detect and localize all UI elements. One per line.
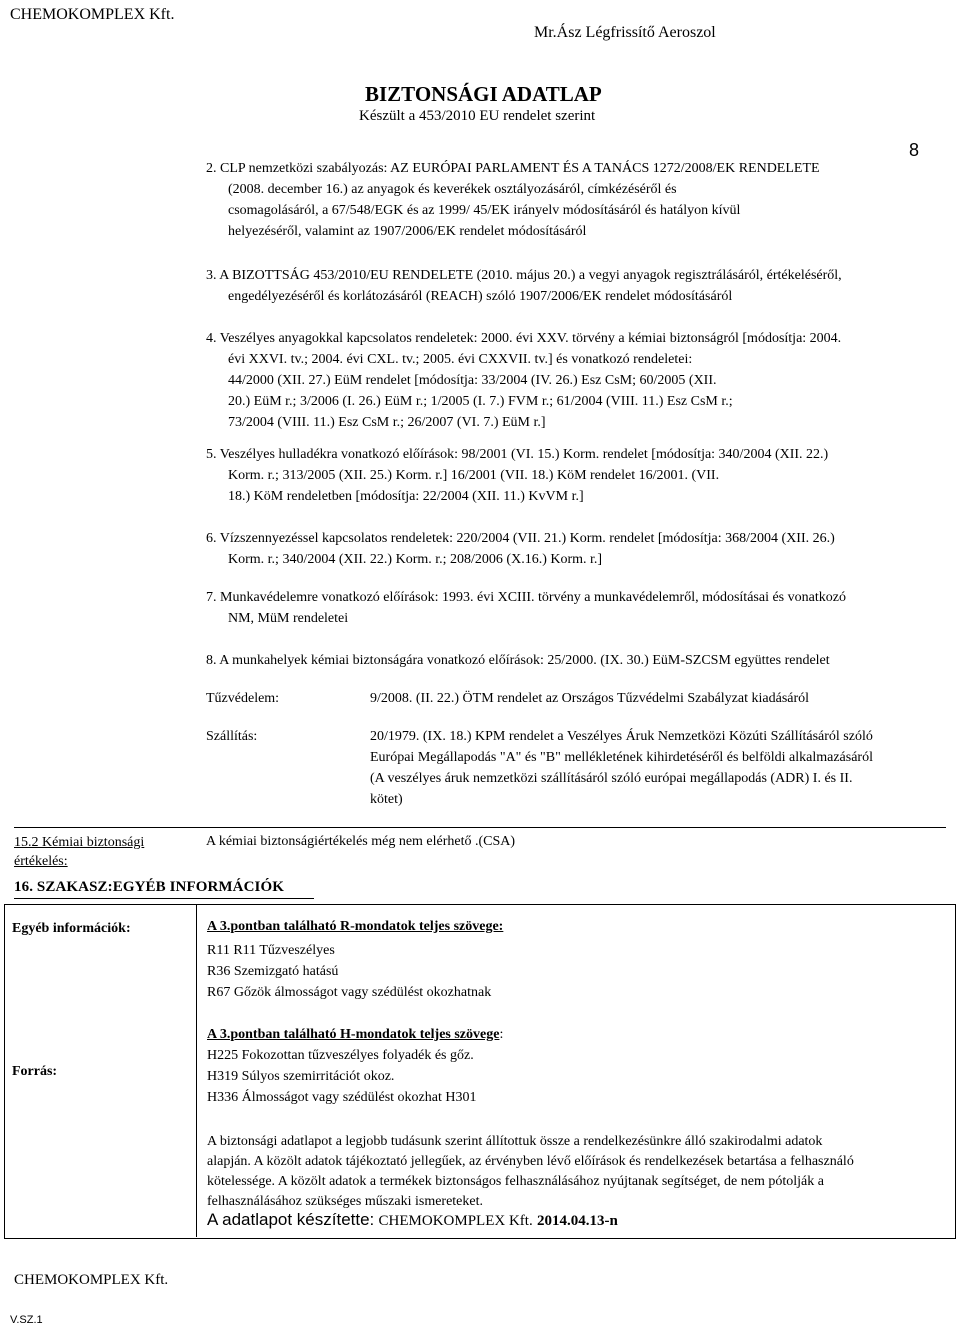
disclaimer-line-2: alapján. A közölt adatok tájékoztató jellegűek, az érvényben lévő előírások és rendelkezések betartása a felhasználó [207,1154,854,1169]
transport-line-1: 20/1979. (IX. 18.) KPM rendelet a Veszélyes Áruk Nemzetközi Közúti Szállításáról szóló [370,729,873,744]
regulation-4-line-4: 20.) EüM r.; 3/2006 (I. 26.) EüM r.; 1/2005 (I. 7.) FVM r.; 61/2004 (VIII. 11.) Esz CsM r.; [228,394,733,409]
h-phrase-h336: H336 Álmosságot vagy szédülést okozhat H301 [207,1090,477,1105]
regulation-item-4 [206,328,946,433]
r-phrases-heading: A 3.pontban található R-mondatok teljes szövege: [207,919,504,934]
header-product: Mr.Ász Légfrissítő Aeroszol [534,24,716,41]
regulation-item-8: 8. A munkahelyek kémiai biztonságára vonatkozó előírások: 25/2000. (IX. 30.) EüM-SZCSM együttes rendelet [206,653,830,668]
transport-line-4: kötet) [370,792,403,807]
regulation-4-line-2: évi XXVI. tv.; 2004. évi CXL. tv.; 2005. évi CXXVII. tv.] és vonatkozó rendeletei: [228,352,693,367]
regulation-5-line-3: 18.) KöM rendeletben [módosítja: 22/2004 (XII. 11.) KvVM r.] [228,489,584,504]
footer-version: V.SZ.1 [10,1314,43,1326]
regulation-5-line-2: Korm. r.; 313/2005 (XII. 25.) Korm. r.] 16/2001 (VII. 18.) KöM rendelet 16/2001. (VII. [228,468,720,483]
section-16-heading: 16. SZAKASZ:EGYÉB INFORMÁCIÓK [14,879,285,895]
regulation-6-line-1: 6. Vízszennyezéssel kapcsolatos rendeletek: 220/2004 (VII. 21.) Korm. rendelet [módosítja: 368/2004 (XII. 26.) [206,531,835,546]
regulation-item-2 [206,158,926,242]
regulation-item-5 [206,444,946,507]
fire-protection-label: Tűzvédelem: [206,691,280,706]
regulation-2-line-3: csomagolásáról, a 67/548/EGK és az 1999/ 45/EK irányelv módosításáról és hatályon kívül [228,203,741,218]
disclaimer [207,1132,947,1212]
regulation-7-line-2: NM, MüM rendeletei [228,611,349,626]
regulation-7-line-1: 7. Munkavédelemre vonatkozó előírások: 1993. évi XCIII. törvény a munkavédelemről, módosításai és vonatkozó [206,590,846,605]
chem-safety-label-line-1: 15.2 Kémiai biztonsági [14,835,145,850]
fire-protection-text: 9/2008. (II. 22.) ÖTM rendelet az Országos Tűzvédelmi Szabályzat kiadásáról [370,691,810,706]
transport-label: Szállítás: [206,729,258,744]
prepared-by-company: CHEMOKOMPLEX Kft. [378,1213,533,1229]
prepared-by-label: A adatlapot készítette: [207,1210,375,1229]
prepared-date: 2014.04.13-n [536,1213,618,1229]
regulation-2-line-1: 2. CLP nemzetközi szabályozás: AZ EURÓPAI PARLAMENT ÉS A TANÁCS 1272/2008/EK RENDELETE [206,161,820,176]
chem-safety-text: A kémiai biztonságiértékelés még nem elérhető .(CSA) [206,834,516,849]
regulation-4-line-3: 44/2000 (XII. 27.) EüM rendelet [módosítja: 33/2004 (IV. 26.) Esz CsM; 60/2005 (XII. [228,373,717,388]
transport-text [370,726,950,810]
prepared-by [207,1208,618,1233]
source-label: Forrás: [12,1064,58,1079]
disclaimer-line-3: kötelessége. A közölt adatok a termékek biztonságos felhasználásához nyújtanak segítséget, de nem pótolják a [207,1174,824,1189]
section-16-underline [14,898,314,899]
header-company: CHEMOKOMPLEX Kft. [10,6,175,23]
regulation-6-line-2: Korm. r.; 340/2004 (XII. 22.) Korm. r.; 208/2006 (X.16.) Korm. r.] [228,552,603,567]
disclaimer-line-1: A biztonsági adatlapot a legjobb tudásunk szerint állítottuk össze a rendelkezésünkre álló szakirodalmi adatok [207,1134,823,1149]
regulation-item-6 [206,528,946,570]
disclaimer-line-4: felhasználásához szükséges műszaki ismereteket. [207,1194,484,1209]
r-phrase-r36: R36 Szemizgató hatású [207,964,339,979]
h-phrase-h225: H225 Fokozottan tűzveszélyes folyadék és gőz. [207,1048,474,1063]
chem-safety-label [14,833,184,871]
regulation-4-line-5: 73/2004 (VIII. 11.) Esz CsM r.; 26/2007 (VI. 7.) EüM r.] [228,415,546,430]
h-phrases-block [207,1024,927,1108]
regulation-item-7 [206,587,946,629]
regulation-2-line-4: helyezéséről, valamint az 1907/2006/EK rendelet módosításáról [228,224,587,239]
chem-safety-label-line-2: értékelés: [14,854,68,869]
h-phrases-heading: A 3.pontban található H-mondatok teljes szövege [207,1027,500,1042]
section-16-column-divider [196,904,197,1237]
transport-line-2: Európai Megállapodás "A" és "B" mellékletének kihirdetéséről és belföldi alkalmazásáról [370,750,873,765]
r-phrases-block [207,916,927,1003]
transport-line-3: (A veszélyes áruk nemzetközi szállításáról szóló európai megállapodás (ADR) I. és II. [370,771,853,786]
document-subtitle: Készült a 453/2010 EU rendelet szerint [359,108,596,124]
section-15-2-divider [14,827,946,828]
regulation-item-3 [206,265,946,307]
h-phrase-h319: H319 Súlyos szemirritációt okoz. [207,1069,395,1084]
regulation-3-line-2: engedélyezéséről és korlátozásáról (REACH) szóló 1907/2006/EK rendelet módosításáról [228,289,733,304]
r-phrase-r11: R11 R11 Tűzveszélyes [207,943,335,958]
regulation-5-line-1: 5. Veszélyes hulladékra vonatkozó előírások: 98/2001 (VI. 15.) Korm. rendelet [módosítja: 340/2004 (XII. 22.) [206,447,829,462]
regulation-3-line-1: 3. A BIZOTTSÁG 453/2010/EU RENDELETE (2010. május 20.) a vegyi anyagok regisztrálásáról, értékeléséről, [206,268,842,283]
footer-company: CHEMOKOMPLEX Kft. [14,1272,169,1288]
page-number: 8 [909,140,920,160]
regulation-4-line-1: 4. Veszélyes anyagokkal kapcsolatos rendeletek: 2000. évi XXV. törvény a kémiai biztonságról [módosítja: 2004. [206,331,842,346]
document-title: BIZTONSÁGI ADATLAP [365,82,602,106]
h-phrases-heading-colon: : [499,1027,504,1042]
regulation-2-line-2: (2008. december 16.) az anyagok és keverékek osztályozásáról, címkézéséről és [228,182,677,197]
other-info-label: Egyéb információk: [12,921,131,936]
r-phrase-r67: R67 Gőzök álmosságot vagy szédülést okozhatnak [207,985,492,1000]
